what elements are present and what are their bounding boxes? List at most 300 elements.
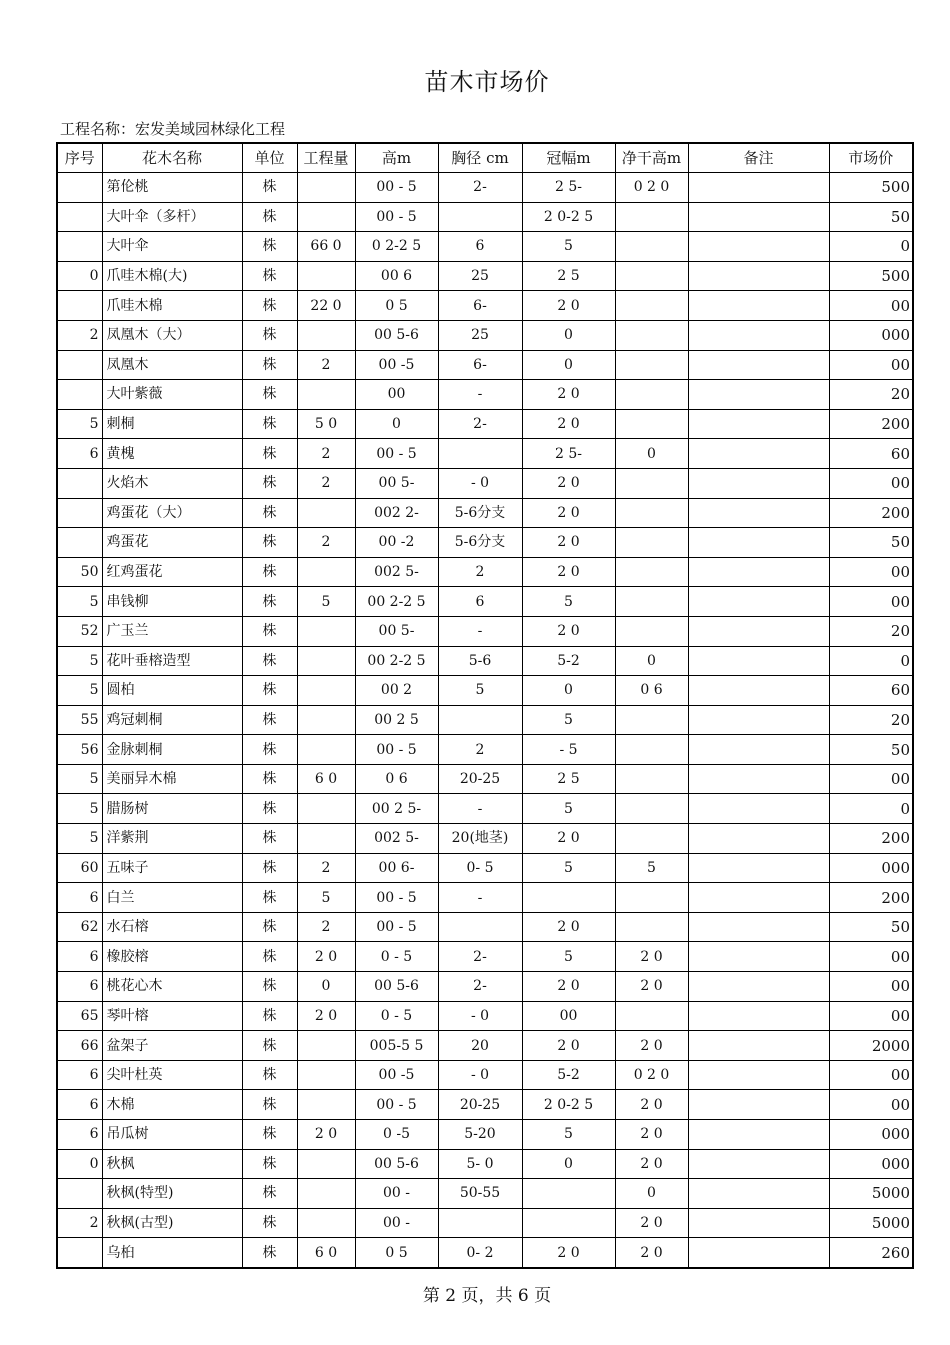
row-index-cell: 6 — [57, 439, 102, 469]
plant-name-cell: 白兰 — [102, 883, 242, 913]
diameter-cell: 5- 0 — [438, 1149, 522, 1179]
market-price-cell: 50 — [829, 735, 913, 765]
plant-name-cell: 水石榕 — [102, 912, 242, 942]
diameter-cell: - 0 — [438, 1001, 522, 1031]
plant-name-cell: 刺桐 — [102, 409, 242, 439]
plant-name-cell: 盆架子 — [102, 1031, 242, 1061]
crown-width-cell: 2 0 — [522, 468, 615, 498]
crown-width-cell: 2 0 — [522, 380, 615, 410]
height-cell: 0 6 — [355, 764, 438, 794]
row-index-cell: 5 — [57, 794, 102, 824]
unit-cell: 株 — [242, 498, 297, 528]
quantity-cell — [297, 202, 355, 232]
note-cell — [688, 1208, 829, 1238]
height-cell: 00 5- — [355, 616, 438, 646]
plant-name-cell: 秋枫(特型) — [102, 1179, 242, 1209]
plant-name-cell: 大叶伞（多杆） — [102, 202, 242, 232]
diameter-cell — [438, 1208, 522, 1238]
diameter-cell: - 0 — [438, 468, 522, 498]
header-diameter: 胸径 cm — [438, 143, 522, 173]
table-row — [57, 468, 913, 498]
market-price-cell: 000 — [829, 1120, 913, 1150]
header-unit: 单位 — [242, 143, 297, 173]
market-price-cell: 00 — [829, 350, 913, 380]
height-cell: 00 - 5 — [355, 735, 438, 765]
unit-cell: 株 — [242, 587, 297, 617]
quantity-cell — [297, 1090, 355, 1120]
crown-width-cell: 2 5- — [522, 173, 615, 203]
clear-height-cell — [615, 824, 688, 854]
clear-height-cell — [615, 794, 688, 824]
market-price-cell: 00 — [829, 1001, 913, 1031]
clear-height-cell: 5 — [615, 853, 688, 883]
plant-name-cell: 橡胶榕 — [102, 942, 242, 972]
diameter-cell: 2- — [438, 942, 522, 972]
quantity-cell — [297, 320, 355, 350]
clear-height-cell: 2 0 — [615, 1090, 688, 1120]
note-cell — [688, 587, 829, 617]
clear-height-cell: 2 0 — [615, 972, 688, 1002]
height-cell: 002 5- — [355, 824, 438, 854]
clear-height-cell — [615, 528, 688, 558]
clear-height-cell: 0 2 0 — [615, 1060, 688, 1090]
quantity-cell — [297, 616, 355, 646]
plant-name-cell: 黄槐 — [102, 439, 242, 469]
note-cell — [688, 557, 829, 587]
market-price-cell: 500 — [829, 261, 913, 291]
clear-height-cell — [615, 320, 688, 350]
height-cell: 0 5 — [355, 291, 438, 321]
plant-name-cell: 大叶伞 — [102, 232, 242, 262]
clear-height-cell: 0 2 0 — [615, 173, 688, 203]
diameter-cell: 0- 5 — [438, 853, 522, 883]
height-cell: 00 - 5 — [355, 202, 438, 232]
table-row — [57, 676, 913, 706]
market-price-cell: 000 — [829, 320, 913, 350]
row-index-cell: 52 — [57, 616, 102, 646]
clear-height-cell: 0 — [615, 1179, 688, 1209]
unit-cell: 株 — [242, 824, 297, 854]
market-price-cell: 00 — [829, 1090, 913, 1120]
plant-name-cell: 红鸡蛋花 — [102, 557, 242, 587]
market-price-cell: 5000 — [829, 1208, 913, 1238]
height-cell: 00 - — [355, 1208, 438, 1238]
height-cell: 00 -2 — [355, 528, 438, 558]
row-index-cell: 56 — [57, 735, 102, 765]
note-cell — [688, 942, 829, 972]
diameter-cell: 5-6 — [438, 646, 522, 676]
note-cell — [688, 1060, 829, 1090]
crown-width-cell: 2 0 — [522, 972, 615, 1002]
header-crown-width: 冠幅m — [522, 143, 615, 173]
market-price-cell: 20 — [829, 380, 913, 410]
height-cell: 00 6- — [355, 853, 438, 883]
quantity-cell — [297, 1031, 355, 1061]
market-price-cell: 20 — [829, 616, 913, 646]
crown-width-cell: 0 — [522, 350, 615, 380]
height-cell: 0 2-2 5 — [355, 232, 438, 262]
unit-cell: 株 — [242, 764, 297, 794]
unit-cell: 株 — [242, 557, 297, 587]
table-row — [57, 1238, 913, 1268]
height-cell: 00 2 — [355, 676, 438, 706]
market-price-cell: 00 — [829, 468, 913, 498]
plant-name-cell: 凤凰木 — [102, 350, 242, 380]
height-cell: 0 5 — [355, 1238, 438, 1268]
table-row — [57, 853, 913, 883]
row-index-cell: 5 — [57, 587, 102, 617]
diameter-cell: 25 — [438, 261, 522, 291]
diameter-cell: 6- — [438, 350, 522, 380]
quantity-cell — [297, 1149, 355, 1179]
plant-name-cell: 桃花心木 — [102, 972, 242, 1002]
clear-height-cell — [615, 350, 688, 380]
height-cell: 00 2-2 5 — [355, 646, 438, 676]
note-cell — [688, 380, 829, 410]
height-cell: 0 — [355, 409, 438, 439]
height-cell: 00 - 5 — [355, 439, 438, 469]
note-cell — [688, 320, 829, 350]
quantity-cell: 66 0 — [297, 232, 355, 262]
height-cell: 005-5 5 — [355, 1031, 438, 1061]
diameter-cell: 20-25 — [438, 764, 522, 794]
table-row — [57, 350, 913, 380]
quantity-cell — [297, 557, 355, 587]
height-cell: 00 - 5 — [355, 883, 438, 913]
row-index-cell — [57, 498, 102, 528]
clear-height-cell: 2 0 — [615, 1238, 688, 1268]
unit-cell: 株 — [242, 380, 297, 410]
crown-width-cell: 5-2 — [522, 1060, 615, 1090]
table-row — [57, 764, 913, 794]
plant-name-cell: 爪哇木棉 — [102, 291, 242, 321]
unit-cell: 株 — [242, 202, 297, 232]
table-row — [57, 1060, 913, 1090]
crown-width-cell: 0 — [522, 320, 615, 350]
table-row — [57, 1149, 913, 1179]
height-cell: 0 - 5 — [355, 1001, 438, 1031]
market-price-cell: 2000 — [829, 1031, 913, 1061]
quantity-cell — [297, 705, 355, 735]
clear-height-cell — [615, 735, 688, 765]
row-index-cell — [57, 202, 102, 232]
note-cell — [688, 616, 829, 646]
table-row — [57, 1001, 913, 1031]
diameter-cell: 5-20 — [438, 1120, 522, 1150]
clear-height-cell — [615, 380, 688, 410]
row-index-cell: 6 — [57, 1060, 102, 1090]
unit-cell: 株 — [242, 1001, 297, 1031]
note-cell — [688, 764, 829, 794]
note-cell — [688, 735, 829, 765]
unit-cell: 株 — [242, 261, 297, 291]
clear-height-cell — [615, 409, 688, 439]
unit-cell: 株 — [242, 173, 297, 203]
crown-width-cell: 5-2 — [522, 646, 615, 676]
clear-height-cell — [615, 587, 688, 617]
height-cell: 0 -5 — [355, 1120, 438, 1150]
crown-width-cell: 2 0-2 5 — [522, 202, 615, 232]
plant-name-cell: 五味子 — [102, 853, 242, 883]
note-cell — [688, 291, 829, 321]
table-row — [57, 705, 913, 735]
diameter-cell: 20 — [438, 1031, 522, 1061]
row-index-cell: 5 — [57, 764, 102, 794]
plant-name-cell: 鸡蛋花 — [102, 528, 242, 558]
row-index-cell: 66 — [57, 1031, 102, 1061]
market-price-cell: 5000 — [829, 1179, 913, 1209]
crown-width-cell — [522, 1208, 615, 1238]
quantity-cell: 2 0 — [297, 1120, 355, 1150]
plant-name-cell: 琴叶榕 — [102, 1001, 242, 1031]
unit-cell: 株 — [242, 1149, 297, 1179]
row-index-cell — [57, 350, 102, 380]
quantity-cell: 5 0 — [297, 409, 355, 439]
unit-cell: 株 — [242, 1208, 297, 1238]
clear-height-cell — [615, 764, 688, 794]
row-index-cell — [57, 380, 102, 410]
diameter-cell: 5-6分支 — [438, 528, 522, 558]
diameter-cell: 20-25 — [438, 1090, 522, 1120]
height-cell: 002 5- — [355, 557, 438, 587]
unit-cell: 株 — [242, 1090, 297, 1120]
page-footer: 第 2 页，共 6 页 — [422, 1286, 552, 1306]
market-price-cell: 50 — [829, 528, 913, 558]
row-index-cell: 55 — [57, 705, 102, 735]
row-index-cell — [57, 173, 102, 203]
quantity-cell — [297, 794, 355, 824]
diameter-cell: 5 — [438, 676, 522, 706]
table-row — [57, 616, 913, 646]
market-price-cell: 0 — [829, 794, 913, 824]
clear-height-cell — [615, 557, 688, 587]
table-row — [57, 498, 913, 528]
clear-height-cell — [615, 261, 688, 291]
clear-height-cell: 2 0 — [615, 1149, 688, 1179]
row-index-cell — [57, 468, 102, 498]
height-cell: 00 6 — [355, 261, 438, 291]
diameter-cell: 20(地茎) — [438, 824, 522, 854]
clear-height-cell — [615, 883, 688, 913]
note-cell — [688, 883, 829, 913]
crown-width-cell: 5 — [522, 1120, 615, 1150]
quantity-cell — [297, 824, 355, 854]
clear-height-cell: 0 — [615, 439, 688, 469]
market-price-cell: 0 — [829, 646, 913, 676]
unit-cell: 株 — [242, 1238, 297, 1268]
crown-width-cell: 00 — [522, 1001, 615, 1031]
row-index-cell: 6 — [57, 1090, 102, 1120]
height-cell: 00 5- — [355, 468, 438, 498]
plant-name-cell: 大叶紫薇 — [102, 380, 242, 410]
market-price-cell: 200 — [829, 883, 913, 913]
note-cell — [688, 439, 829, 469]
diameter-cell: - — [438, 380, 522, 410]
diameter-cell: 2- — [438, 972, 522, 1002]
unit-cell: 株 — [242, 883, 297, 913]
quantity-cell: 5 — [297, 883, 355, 913]
crown-width-cell: 2 0 — [522, 1031, 615, 1061]
unit-cell: 株 — [242, 439, 297, 469]
table-row — [57, 439, 913, 469]
unit-cell: 株 — [242, 735, 297, 765]
row-index-cell: 5 — [57, 409, 102, 439]
note-cell — [688, 202, 829, 232]
unit-cell: 株 — [242, 320, 297, 350]
clear-height-cell — [615, 468, 688, 498]
height-cell: 00 5-6 — [355, 320, 438, 350]
clear-height-cell: 0 6 — [615, 676, 688, 706]
header-index: 序号 — [57, 143, 102, 173]
note-cell — [688, 173, 829, 203]
crown-width-cell: 2 0-2 5 — [522, 1090, 615, 1120]
plant-name-cell: 腊肠树 — [102, 794, 242, 824]
height-cell: 00 5-6 — [355, 972, 438, 1002]
market-price-cell: 00 — [829, 972, 913, 1002]
crown-width-cell: 2 0 — [522, 912, 615, 942]
row-index-cell: 0 — [57, 261, 102, 291]
plant-name-cell: 第伦桃 — [102, 173, 242, 203]
height-cell: 00 - 5 — [355, 912, 438, 942]
market-price-cell: 000 — [829, 1149, 913, 1179]
height-cell: 00 - — [355, 1179, 438, 1209]
height-cell: 00 - 5 — [355, 173, 438, 203]
plant-name-cell: 木棉 — [102, 1090, 242, 1120]
table-row — [57, 1208, 913, 1238]
market-price-cell: 60 — [829, 439, 913, 469]
diameter-cell: 0- 2 — [438, 1238, 522, 1268]
table-row — [57, 202, 913, 232]
row-index-cell: 2 — [57, 1208, 102, 1238]
plant-name-cell: 秋枫 — [102, 1149, 242, 1179]
table-row — [57, 528, 913, 558]
plant-name-cell: 凤凰木（大） — [102, 320, 242, 350]
plant-name-cell: 花叶垂榕造型 — [102, 646, 242, 676]
table-row — [57, 320, 913, 350]
row-index-cell: 0 — [57, 1149, 102, 1179]
crown-width-cell: 5 — [522, 942, 615, 972]
unit-cell: 株 — [242, 1179, 297, 1209]
quantity-cell — [297, 261, 355, 291]
unit-cell: 株 — [242, 409, 297, 439]
row-index-cell — [57, 1179, 102, 1209]
height-cell: 00 2-2 5 — [355, 587, 438, 617]
table-row — [57, 794, 913, 824]
table-row — [57, 1031, 913, 1061]
table-row — [57, 1090, 913, 1120]
crown-width-cell: 5 — [522, 587, 615, 617]
note-cell — [688, 1120, 829, 1150]
header-note: 备注 — [688, 143, 829, 173]
height-cell: 00 — [355, 380, 438, 410]
note-cell — [688, 1238, 829, 1268]
diameter-cell: 2 — [438, 735, 522, 765]
row-index-cell: 2 — [57, 320, 102, 350]
table-row — [57, 557, 913, 587]
quantity-cell — [297, 173, 355, 203]
clear-height-cell: 2 0 — [615, 942, 688, 972]
table-row — [57, 942, 913, 972]
plant-name-cell: 鸡冠刺桐 — [102, 705, 242, 735]
note-cell — [688, 824, 829, 854]
unit-cell: 株 — [242, 1060, 297, 1090]
row-index-cell: 6 — [57, 972, 102, 1002]
market-price-cell: 00 — [829, 557, 913, 587]
row-index-cell: 60 — [57, 853, 102, 883]
height-cell: 002 2- — [355, 498, 438, 528]
diameter-cell — [438, 439, 522, 469]
note-cell — [688, 1179, 829, 1209]
table-row — [57, 291, 913, 321]
clear-height-cell — [615, 498, 688, 528]
quantity-cell: 0 — [297, 972, 355, 1002]
row-index-cell: 50 — [57, 557, 102, 587]
clear-height-cell — [615, 232, 688, 262]
plant-name-cell: 尖叶杜英 — [102, 1060, 242, 1090]
market-price-cell: 50 — [829, 202, 913, 232]
market-price-cell: 500 — [829, 173, 913, 203]
clear-height-cell — [615, 705, 688, 735]
quantity-cell — [297, 1179, 355, 1209]
crown-width-cell: 2 5 — [522, 764, 615, 794]
quantity-cell — [297, 1208, 355, 1238]
market-price-cell: 200 — [829, 824, 913, 854]
note-cell — [688, 1001, 829, 1031]
market-price-cell: 00 — [829, 764, 913, 794]
row-index-cell: 5 — [57, 676, 102, 706]
note-cell — [688, 1031, 829, 1061]
plant-name-cell: 美丽异木棉 — [102, 764, 242, 794]
plant-name-cell: 串钱柳 — [102, 587, 242, 617]
quantity-cell: 2 — [297, 439, 355, 469]
table-row — [57, 883, 913, 913]
diameter-cell: 2 — [438, 557, 522, 587]
quantity-cell: 5 — [297, 587, 355, 617]
header-quantity: 工程量 — [297, 143, 355, 173]
unit-cell: 株 — [242, 705, 297, 735]
header-clear-height: 净干高m — [615, 143, 688, 173]
table-row — [57, 232, 913, 262]
crown-width-cell: 2 0 — [522, 557, 615, 587]
diameter-cell: 6 — [438, 587, 522, 617]
crown-width-cell: 2 0 — [522, 616, 615, 646]
note-cell — [688, 705, 829, 735]
header-name: 花木名称 — [102, 143, 242, 173]
diameter-cell: - — [438, 883, 522, 913]
row-index-cell — [57, 528, 102, 558]
table-row — [57, 735, 913, 765]
crown-width-cell: - 5 — [522, 735, 615, 765]
crown-width-cell: 5 — [522, 794, 615, 824]
note-cell — [688, 646, 829, 676]
crown-width-cell: 2 0 — [522, 291, 615, 321]
unit-cell: 株 — [242, 972, 297, 1002]
note-cell — [688, 468, 829, 498]
diameter-cell: 6 — [438, 232, 522, 262]
height-cell: 00 2 5 — [355, 705, 438, 735]
note-cell — [688, 1149, 829, 1179]
unit-cell: 株 — [242, 350, 297, 380]
unit-cell: 株 — [242, 912, 297, 942]
unit-cell: 株 — [242, 794, 297, 824]
plant-name-cell: 圆柏 — [102, 676, 242, 706]
note-cell — [688, 853, 829, 883]
quantity-cell: 2 — [297, 350, 355, 380]
crown-width-cell — [522, 883, 615, 913]
clear-height-cell: 2 0 — [615, 1208, 688, 1238]
market-price-cell: 260 — [829, 1238, 913, 1268]
diameter-cell: 2- — [438, 409, 522, 439]
